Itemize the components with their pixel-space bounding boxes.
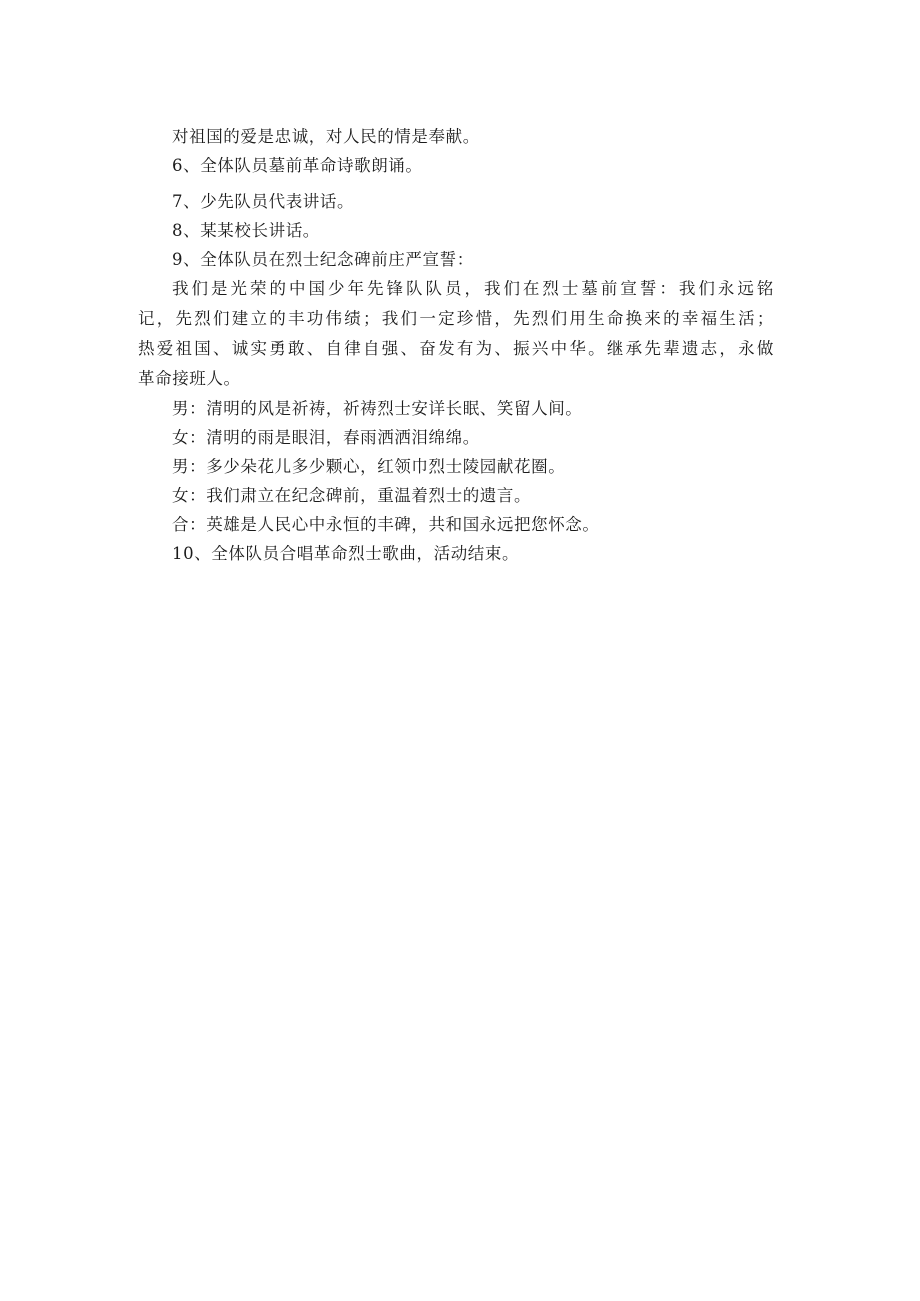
recitation-female-1: 女：清明的雨是眼泪，春雨洒洒泪绵绵。: [172, 428, 480, 447]
recitation-together: 合：英雄是人民心中永恒的丰碑，共和国永远把您怀念。: [172, 515, 600, 534]
agenda-item-10: 10、全体队员合唱革命烈士歌曲，活动结束。: [172, 544, 520, 563]
agenda-item-8: 8、某某校长讲话。: [172, 221, 320, 240]
pledge-line-3: 热爱祖国、诚实勇敢、自律自强、奋发有为、振兴中华。继承先辈遗志，永做: [138, 339, 774, 358]
recitation-female-2: 女：我们肃立在纪念碑前，重温着烈士的遗言。: [172, 486, 532, 505]
pledge-oath: [138, 274, 774, 394]
recitation-male-1: 男：清明的风是祈祷，祈祷烈士安详长眠、笑留人间。: [172, 399, 583, 418]
agenda-item-9: 9、全体队员在烈士纪念碑前庄严宣誓：: [172, 250, 474, 269]
pledge-line-4: 革命接班人。: [138, 369, 241, 388]
recitation-male-2: 男：多少朵花儿多少颗心，红领巾烈士陵园献花圈。: [172, 457, 566, 476]
paragraph-patriotism: 对祖国的爱是忠诚，对人民的情是奉献。: [172, 127, 480, 146]
pledge-line-2: 记，先烈们建立的丰功伟绩；我们一定珍惜，先烈们用生命换来的幸福生活；: [138, 309, 774, 328]
pledge-line-1: 我们是光荣的中国少年先锋队队员，我们在烈士墓前宣誓：我们永远铭: [172, 279, 774, 298]
document-body: [138, 122, 774, 568]
agenda-item-6: 6、全体队员墓前革命诗歌朗诵。: [172, 156, 423, 175]
agenda-item-7: 7、少先队员代表讲话。: [172, 192, 355, 211]
